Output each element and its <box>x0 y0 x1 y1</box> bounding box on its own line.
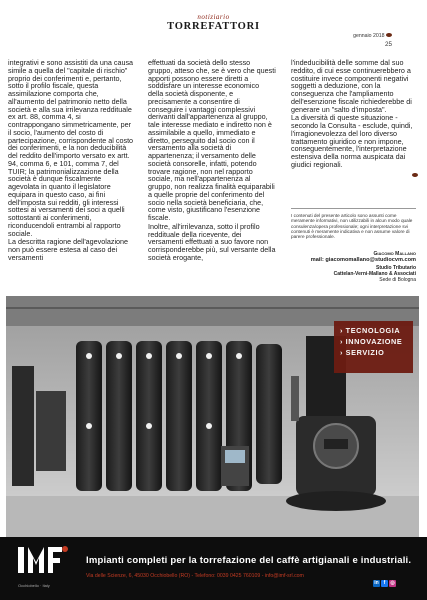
issue-date <box>353 33 392 39</box>
masthead-small: notiziario <box>197 13 230 21</box>
disclaimer: I contenuti del presente articolo sono assunti come meramente informativi, non utilizzabili in alcun modo quale consulenza/opera professionale; ogni interpretazione svi contenuti è meramente indicativa e non assume valore di parere professionale. <box>291 213 413 240</box>
paragraph: Inoltre, all'irrilevanza, sotto il profilo reddituale della ricevente, dei versamenti effettuati a suo favore non corrisponderebbe più, sul versante della società erogante, <box>148 221 276 262</box>
panel-line-technology: › TECNOLOGIA <box>340 326 401 335</box>
masthead-title: TORREFATTORI <box>167 21 260 32</box>
studio-partners: Cattelan-Verni-Mallano & Associati <box>333 271 416 278</box>
studio-seat: Sede di Bologna <box>379 276 416 283</box>
ad-address: Via delle Scienze, 6, 45030 Occhiobello (RO) - Telefono: 0039 0425 760109 - info@imf-srl.com <box>86 573 304 579</box>
masthead <box>0 14 427 32</box>
end-mark <box>291 171 418 179</box>
facebook-icon[interactable]: f <box>381 580 388 587</box>
author-name: Giacomo Mallano <box>373 251 416 257</box>
article-column-1 <box>8 59 134 263</box>
social-links <box>372 571 396 589</box>
studio-name: Studio Tributario <box>376 265 416 272</box>
ad-value-panel <box>334 321 413 373</box>
coffee-bean-icon <box>412 173 418 177</box>
paragraph: La descritta ragione dell'agevolazione non può essere estesa al caso dei versamenti <box>8 237 129 262</box>
panel-line-service: › SERVIZIO <box>340 348 385 357</box>
instagram-icon[interactable]: ◎ <box>390 580 395 586</box>
imf-logo <box>14 542 74 588</box>
article-column-3 <box>291 59 418 178</box>
article-column-2 <box>148 59 276 263</box>
paragraph: l'indeducibilità delle somme dal suo reddito, di cui esse continuerebbero a costituire invece componenti negativi soggetti a deduzione, con la conseguenza che l'ampliamento dell'esenzione fiscale richiederebbe di generare un "salto d'imposta". <box>291 58 412 114</box>
paragraph: La diversità di queste situazione - secondo la Consulta - esclude, quindi, l'irragionevolezza del loro diverso trattamento giuridico e non impone, conseguentemente, l'interpretazione estensiva della norma auspicata dai giudici regionali. <box>291 113 413 169</box>
issue-date-text: gennaio 2018 <box>353 33 385 39</box>
imf-logo-mark <box>14 542 74 584</box>
paragraph: effettuati da società dello stesso gruppo, atteso che, se è vero che questi apporti possono essere diretti a soddisfare un interesse economico della società disponente, e precisamente a consentire di conseguire i vantaggi complessivi derivanti dall'appartenenza al gruppo, tale interesse mediato e indiretto non è assimilabile a quello, immediato e diretto, perseguito dal socio con il versamento alla società di appartenenza; il versamento delle società consorelle, infatti, potendo trovare ragione, non nel rapporto sociale, ma nell'appartenenza al gruppo, non realizza finalità equiparabili a quelle proprie del conferimento del socio nella società beneficiaria, che, come visto, giustificano l'esenzione fiscale. <box>148 58 276 222</box>
ad-tagline: Impianti completi per la torrefazione del caffè artigianali e industriali. <box>86 555 412 566</box>
coffee-bean-icon <box>386 33 392 37</box>
divider <box>291 208 416 209</box>
linkedin-icon[interactable]: in <box>374 580 379 586</box>
paragraph: integrativi e sono assistiti da una causa simile a quella del "capitale di rischio" proprio dei conferimenti e, pertanto, sotto il profilo fiscale, questa assimilazione comporta che, all'aumento del patrimonio netto della società e alla sua irrilevanza reddituale ex art. 88, comma 4, si contrappongano simmetricamente, per il socio, l'aumento del costo di partecipazione, corrispondente al costo dei conferimenti, e la non deducibilità del reddito dell'importo versato ex artt. 94, comma 6, e 101, comma 7, del TUIR; la patrimonializzazione della società è dunque fiscalmente agevolata in quanto il legislatore equipara in questo caso, ai fini dell'imposta sui redditi, gli interessi sottesi ai versamenti dei soci a quelli sottostanti ai conferimenti, riconducendoli entrambi al rapporto sociale. <box>8 58 134 238</box>
logo-subtitle: Occhiobello · Italy <box>18 583 50 588</box>
author-email[interactable]: mail: giacomomallano@studiocvm.com <box>310 256 416 263</box>
panel-line-innovation: › INNOVAZIONE <box>340 337 403 346</box>
page-number: 25 <box>384 41 392 48</box>
author-block <box>291 252 416 284</box>
